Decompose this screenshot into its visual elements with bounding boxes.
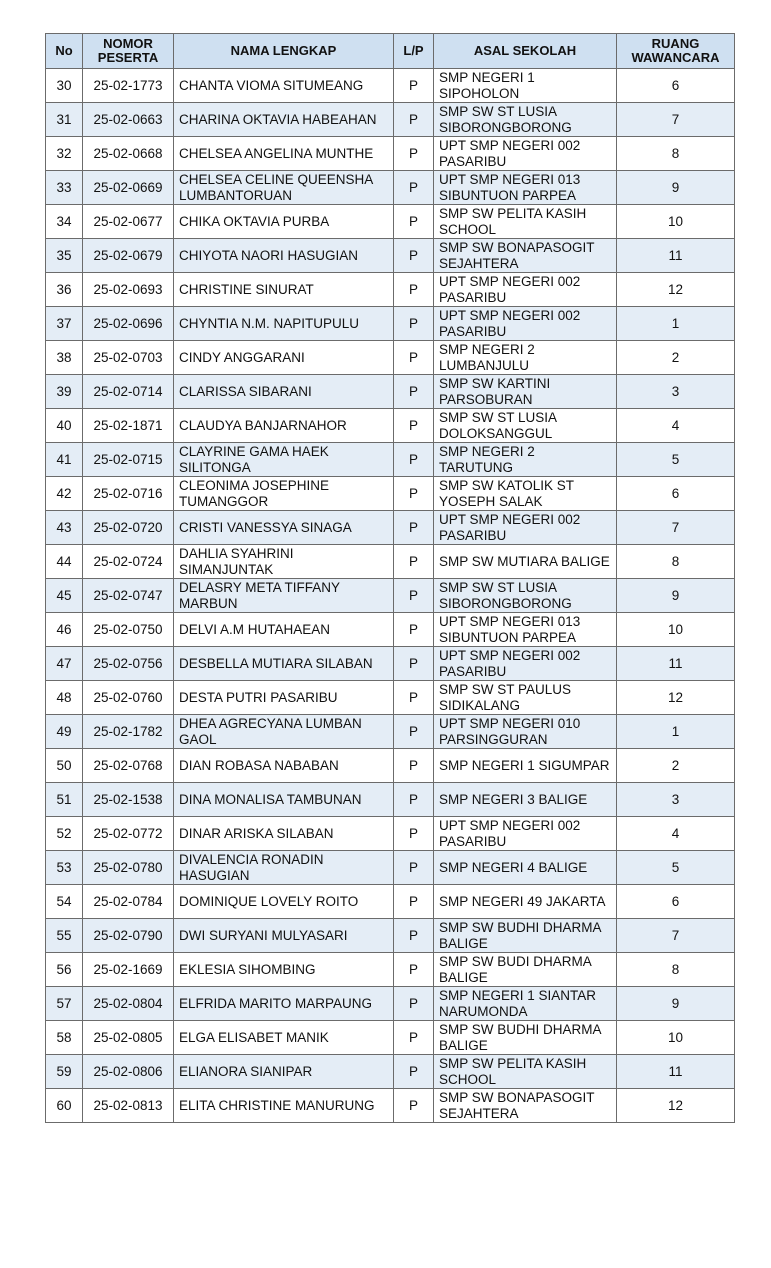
cell-ruang-wawancara: 5 [617,443,735,477]
cell-nomor-peserta: 25-02-0747 [83,579,174,613]
cell-ruang-wawancara: 10 [617,613,735,647]
table-row [46,171,735,205]
cell-nama-lengkap: ELIANORA SIANIPAR [174,1055,394,1089]
cell-asal-sekolah: UPT SMP NEGERI 002 PASARIBU [434,511,617,545]
cell-ruang-wawancara: 6 [617,885,735,919]
cell-nomor-peserta: 25-02-0693 [83,273,174,307]
table-row [46,375,735,409]
cell-nomor-peserta: 25-02-0696 [83,307,174,341]
cell-no: 58 [46,1021,83,1055]
cell-no: 44 [46,545,83,579]
cell-no: 54 [46,885,83,919]
cell-asal-sekolah: UPT SMP NEGERI 010 PARSINGGURAN [434,715,617,749]
cell-no: 56 [46,953,83,987]
table-row [46,511,735,545]
table-row [46,987,735,1021]
cell-no: 33 [46,171,83,205]
cell-ruang-wawancara: 1 [617,715,735,749]
cell-ruang-wawancara: 10 [617,205,735,239]
cell-lp: P [394,69,434,103]
cell-lp: P [394,817,434,851]
cell-lp: P [394,409,434,443]
cell-asal-sekolah: SMP SW MUTIARA BALIGE [434,545,617,579]
cell-no: 47 [46,647,83,681]
cell-no: 52 [46,817,83,851]
cell-nama-lengkap: CHANTA VIOMA SITUMEANG [174,69,394,103]
table-header-row [46,34,735,69]
cell-nama-lengkap: ELGA ELISABET MANIK [174,1021,394,1055]
cell-nama-lengkap: DIAN ROBASA NABABAN [174,749,394,783]
header-asal-sekolah: ASAL SEKOLAH [434,34,617,69]
cell-no: 57 [46,987,83,1021]
cell-nama-lengkap: DINA MONALISA TAMBUNAN [174,783,394,817]
cell-nomor-peserta: 25-02-1782 [83,715,174,749]
cell-asal-sekolah: UPT SMP NEGERI 002 PASARIBU [434,817,617,851]
cell-nama-lengkap: EKLESIA SIHOMBING [174,953,394,987]
cell-asal-sekolah: SMP SW PELITA KASIH SCHOOL [434,1055,617,1089]
cell-nama-lengkap: DAHLIA SYAHRINI SIMANJUNTAK [174,545,394,579]
table-row [46,239,735,273]
cell-asal-sekolah: SMP SW ST LUSIA SIBORONGBORONG [434,579,617,613]
cell-nomor-peserta: 25-02-0669 [83,171,174,205]
cell-nama-lengkap: CLARISSA SIBARANI [174,375,394,409]
cell-lp: P [394,919,434,953]
cell-ruang-wawancara: 7 [617,103,735,137]
cell-asal-sekolah: SMP SW ST LUSIA DOLOKSANGGUL [434,409,617,443]
cell-ruang-wawancara: 12 [617,681,735,715]
cell-asal-sekolah: SMP NEGERI 4 BALIGE [434,851,617,885]
cell-nama-lengkap: CHIYOTA NAORI HASUGIAN [174,239,394,273]
cell-nama-lengkap: CHYNTIA N.M. NAPITUPULU [174,307,394,341]
table-row [46,341,735,375]
cell-no: 31 [46,103,83,137]
cell-nama-lengkap: DELASRY META TIFFANY MARBUN [174,579,394,613]
cell-lp: P [394,1089,434,1123]
cell-no: 43 [46,511,83,545]
cell-ruang-wawancara: 1 [617,307,735,341]
cell-ruang-wawancara: 4 [617,817,735,851]
cell-lp: P [394,681,434,715]
cell-ruang-wawancara: 9 [617,579,735,613]
cell-ruang-wawancara: 11 [617,647,735,681]
cell-lp: P [394,613,434,647]
header-lp: L/P [394,34,434,69]
cell-lp: P [394,443,434,477]
cell-no: 60 [46,1089,83,1123]
cell-asal-sekolah: SMP SW BONAPASOGIT SEJAHTERA [434,1089,617,1123]
cell-lp: P [394,545,434,579]
table-row [46,103,735,137]
cell-ruang-wawancara: 5 [617,851,735,885]
cell-nomor-peserta: 25-02-0790 [83,919,174,953]
cell-no: 49 [46,715,83,749]
cell-nomor-peserta: 25-02-0806 [83,1055,174,1089]
cell-asal-sekolah: SMP SW BUDI DHARMA BALIGE [434,953,617,987]
cell-ruang-wawancara: 7 [617,511,735,545]
cell-no: 46 [46,613,83,647]
table-row [46,749,735,783]
cell-ruang-wawancara: 9 [617,171,735,205]
cell-ruang-wawancara: 3 [617,783,735,817]
cell-lp: P [394,851,434,885]
cell-asal-sekolah: SMP NEGERI 2 TARUTUNG [434,443,617,477]
cell-asal-sekolah: UPT SMP NEGERI 002 PASARIBU [434,307,617,341]
cell-nama-lengkap: DHEA AGRECYANA LUMBAN GAOL [174,715,394,749]
cell-lp: P [394,1055,434,1089]
cell-lp: P [394,953,434,987]
cell-no: 51 [46,783,83,817]
cell-nama-lengkap: CRISTI VANESSYA SINAGA [174,511,394,545]
cell-asal-sekolah: SMP NEGERI 1 SIANTAR NARUMONDA [434,987,617,1021]
cell-no: 50 [46,749,83,783]
table-row [46,273,735,307]
cell-lp: P [394,783,434,817]
header-nomor-peserta: NOMOR PESERTA [83,34,174,69]
cell-ruang-wawancara: 10 [617,1021,735,1055]
cell-asal-sekolah: SMP SW PELITA KASIH SCHOOL [434,205,617,239]
table-row [46,783,735,817]
table-row [46,817,735,851]
cell-asal-sekolah: UPT SMP NEGERI 002 PASARIBU [434,137,617,171]
table-row [46,307,735,341]
cell-lp: P [394,307,434,341]
cell-nama-lengkap: CLEONIMA JOSEPHINE TUMANGGOR [174,477,394,511]
cell-asal-sekolah: SMP NEGERI 1 SIGUMPAR [434,749,617,783]
cell-nama-lengkap: CHELSEA CELINE QUEENSHA LUMBANTORUAN [174,171,394,205]
table-row [46,919,735,953]
cell-asal-sekolah: UPT SMP NEGERI 002 PASARIBU [434,647,617,681]
cell-lp: P [394,749,434,783]
cell-nama-lengkap: ELITA CHRISTINE MANURUNG [174,1089,394,1123]
cell-asal-sekolah: SMP SW BUDHI DHARMA BALIGE [434,919,617,953]
cell-nama-lengkap: ELFRIDA MARITO MARPAUNG [174,987,394,1021]
cell-ruang-wawancara: 8 [617,545,735,579]
cell-lp: P [394,341,434,375]
cell-nomor-peserta: 25-02-0663 [83,103,174,137]
table-row [46,69,735,103]
table-row [46,1089,735,1123]
cell-nama-lengkap: CHIKA OKTAVIA PURBA [174,205,394,239]
header-nama-lengkap: NAMA LENGKAP [174,34,394,69]
cell-lp: P [394,647,434,681]
cell-asal-sekolah: SMP SW ST LUSIA SIBORONGBORONG [434,103,617,137]
cell-nomor-peserta: 25-02-0750 [83,613,174,647]
cell-nama-lengkap: DESTA PUTRI PASARIBU [174,681,394,715]
cell-ruang-wawancara: 11 [617,239,735,273]
table-row [46,443,735,477]
cell-nomor-peserta: 25-02-0715 [83,443,174,477]
cell-nomor-peserta: 25-02-0805 [83,1021,174,1055]
cell-ruang-wawancara: 7 [617,919,735,953]
cell-no: 39 [46,375,83,409]
cell-asal-sekolah: SMP NEGERI 1 SIPOHOLON [434,69,617,103]
cell-no: 37 [46,307,83,341]
cell-ruang-wawancara: 12 [617,273,735,307]
cell-nama-lengkap: CINDY ANGGARANI [174,341,394,375]
table-row [46,409,735,443]
cell-nomor-peserta: 25-02-0768 [83,749,174,783]
cell-nomor-peserta: 25-02-0679 [83,239,174,273]
cell-nama-lengkap: CHARINA OKTAVIA HABEAHAN [174,103,394,137]
table-row [46,579,735,613]
cell-nomor-peserta: 25-02-0756 [83,647,174,681]
cell-nomor-peserta: 25-02-0720 [83,511,174,545]
cell-asal-sekolah: SMP SW BUDHI DHARMA BALIGE [434,1021,617,1055]
cell-no: 59 [46,1055,83,1089]
cell-lp: P [394,273,434,307]
cell-ruang-wawancara: 8 [617,137,735,171]
cell-no: 41 [46,443,83,477]
cell-no: 42 [46,477,83,511]
cell-nama-lengkap: DWI SURYANI MULYASARI [174,919,394,953]
cell-asal-sekolah: SMP SW BONAPASOGIT SEJAHTERA [434,239,617,273]
cell-nomor-peserta: 25-02-0724 [83,545,174,579]
cell-nama-lengkap: DELVI A.M HUTAHAEAN [174,613,394,647]
cell-lp: P [394,137,434,171]
participant-table [45,33,735,1123]
cell-lp: P [394,1021,434,1055]
table-row [46,613,735,647]
cell-nama-lengkap: CLAUDYA BANJARNAHOR [174,409,394,443]
cell-ruang-wawancara: 6 [617,69,735,103]
cell-nomor-peserta: 25-02-0760 [83,681,174,715]
table-row [46,885,735,919]
cell-ruang-wawancara: 12 [617,1089,735,1123]
cell-ruang-wawancara: 8 [617,953,735,987]
cell-lp: P [394,885,434,919]
table-row [46,851,735,885]
cell-no: 40 [46,409,83,443]
cell-nomor-peserta: 25-02-0813 [83,1089,174,1123]
cell-nomor-peserta: 25-02-0780 [83,851,174,885]
cell-no: 35 [46,239,83,273]
table-row [46,137,735,171]
cell-lp: P [394,103,434,137]
cell-lp: P [394,987,434,1021]
cell-no: 48 [46,681,83,715]
cell-no: 34 [46,205,83,239]
cell-no: 36 [46,273,83,307]
table-row [46,681,735,715]
cell-nama-lengkap: DOMINIQUE LOVELY ROITO [174,885,394,919]
cell-asal-sekolah: UPT SMP NEGERI 013 SIBUNTUON PARPEA [434,613,617,647]
cell-nama-lengkap: DESBELLA MUTIARA SILABAN [174,647,394,681]
cell-nomor-peserta: 25-02-0784 [83,885,174,919]
cell-ruang-wawancara: 2 [617,749,735,783]
cell-lp: P [394,579,434,613]
cell-lp: P [394,171,434,205]
cell-nama-lengkap: CLAYRINE GAMA HAEK SILITONGA [174,443,394,477]
cell-asal-sekolah: SMP SW KATOLIK ST YOSEPH SALAK [434,477,617,511]
table-row [46,715,735,749]
table-row [46,647,735,681]
cell-asal-sekolah: SMP NEGERI 2 LUMBANJULU [434,341,617,375]
cell-asal-sekolah: SMP NEGERI 49 JAKARTA [434,885,617,919]
cell-lp: P [394,205,434,239]
table-row [46,953,735,987]
cell-lp: P [394,715,434,749]
table-row [46,1055,735,1089]
cell-ruang-wawancara: 6 [617,477,735,511]
cell-nomor-peserta: 25-02-1871 [83,409,174,443]
cell-asal-sekolah: SMP SW ST PAULUS SIDIKALANG [434,681,617,715]
cell-nomor-peserta: 25-02-0703 [83,341,174,375]
cell-nama-lengkap: DINAR ARISKA SILABAN [174,817,394,851]
cell-asal-sekolah: UPT SMP NEGERI 013 SIBUNTUON PARPEA [434,171,617,205]
table-row [46,477,735,511]
cell-no: 53 [46,851,83,885]
cell-nomor-peserta: 25-02-0668 [83,137,174,171]
cell-nomor-peserta: 25-02-1669 [83,953,174,987]
cell-nama-lengkap: CHELSEA ANGELINA MUNTHE [174,137,394,171]
table-row [46,205,735,239]
table-row [46,545,735,579]
cell-nama-lengkap: DIVALENCIA RONADIN HASUGIAN [174,851,394,885]
cell-no: 55 [46,919,83,953]
cell-no: 38 [46,341,83,375]
cell-nomor-peserta: 25-02-0677 [83,205,174,239]
table-row [46,1021,735,1055]
cell-ruang-wawancara: 11 [617,1055,735,1089]
cell-nama-lengkap: CHRISTINE SINURAT [174,273,394,307]
cell-lp: P [394,239,434,273]
cell-no: 32 [46,137,83,171]
cell-ruang-wawancara: 3 [617,375,735,409]
cell-asal-sekolah: SMP SW KARTINI PARSOBURAN [434,375,617,409]
cell-nomor-peserta: 25-02-1538 [83,783,174,817]
cell-ruang-wawancara: 4 [617,409,735,443]
cell-ruang-wawancara: 2 [617,341,735,375]
header-ruang-wawancara: RUANG WAWANCARA [617,34,735,69]
cell-no: 45 [46,579,83,613]
cell-nomor-peserta: 25-02-1773 [83,69,174,103]
cell-no: 30 [46,69,83,103]
cell-ruang-wawancara: 9 [617,987,735,1021]
cell-lp: P [394,375,434,409]
cell-asal-sekolah: SMP NEGERI 3 BALIGE [434,783,617,817]
cell-asal-sekolah: UPT SMP NEGERI 002 PASARIBU [434,273,617,307]
cell-nomor-peserta: 25-02-0772 [83,817,174,851]
cell-nomor-peserta: 25-02-0714 [83,375,174,409]
cell-nomor-peserta: 25-02-0804 [83,987,174,1021]
cell-nomor-peserta: 25-02-0716 [83,477,174,511]
cell-lp: P [394,477,434,511]
cell-lp: P [394,511,434,545]
header-no: No [46,34,83,69]
